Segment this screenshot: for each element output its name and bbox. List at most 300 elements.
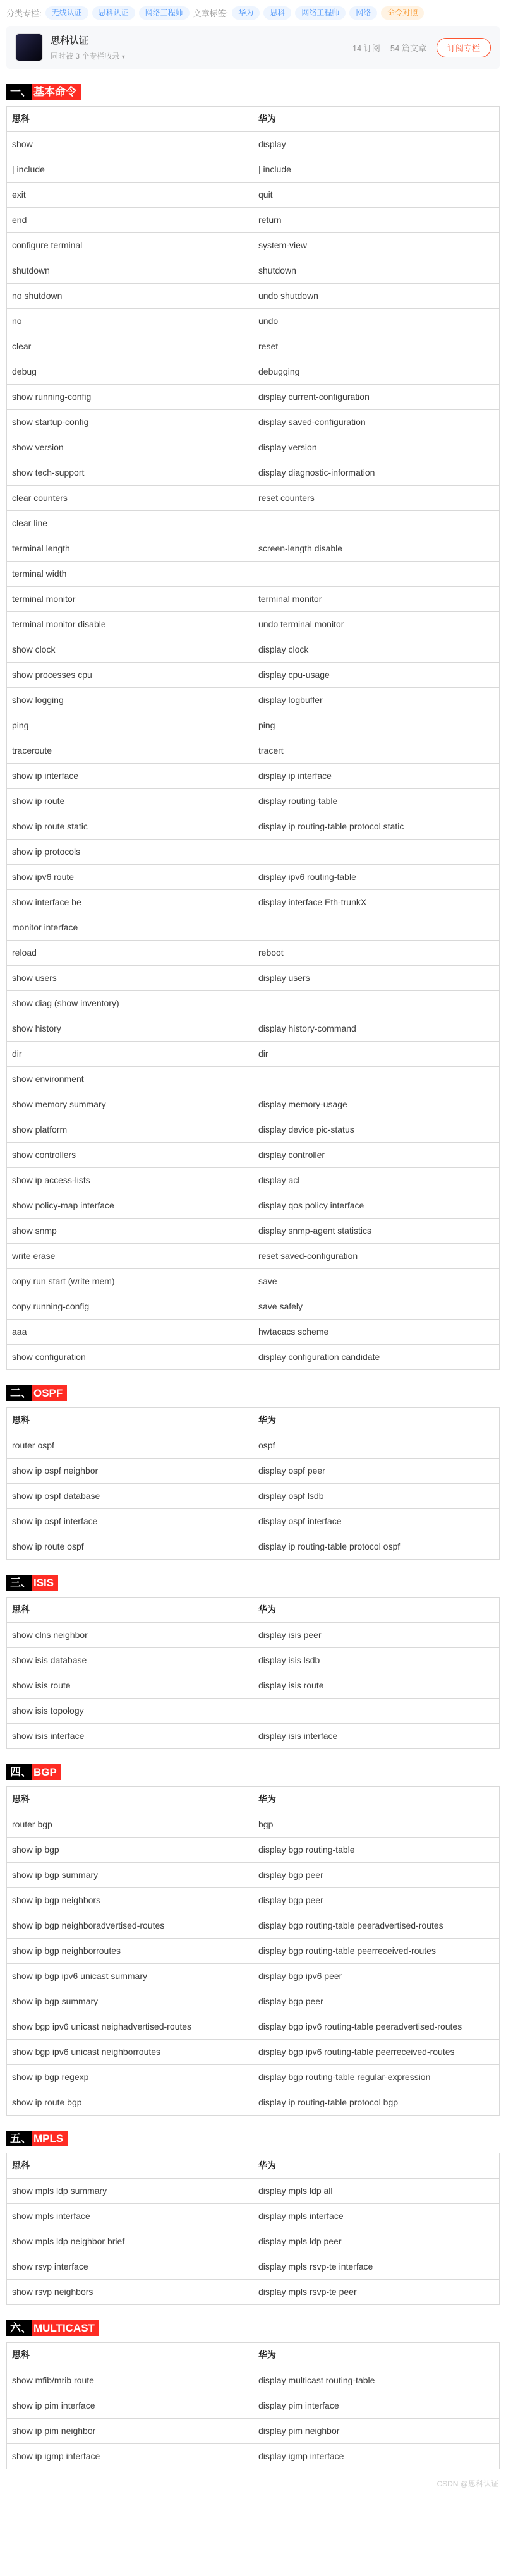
table-row xyxy=(7,1193,500,1219)
huawei-command-cell: reset counters xyxy=(253,486,500,511)
huawei-command-cell: display isis lsdb xyxy=(253,1648,500,1673)
huawei-command-cell: display bgp routing-table peerreceived-routes xyxy=(253,1939,500,1964)
cisco-command-cell: show rsvp neighbors xyxy=(7,2280,253,2305)
cisco-command-cell: show policy-map interface xyxy=(7,1193,253,1219)
cisco-command-cell: clear line xyxy=(7,511,253,536)
huawei-command-cell: undo xyxy=(253,309,500,334)
huawei-command-cell: display isis peer xyxy=(253,1623,500,1648)
huawei-command-cell: display mpls rsvp-te interface xyxy=(253,2254,500,2280)
table-row xyxy=(7,486,500,511)
table-row xyxy=(7,1838,500,1863)
table-row xyxy=(7,309,500,334)
cisco-command-cell: show ip bgp summary xyxy=(7,1863,253,1888)
huawei-command-cell: display mpls ldp all xyxy=(253,2179,500,2204)
section-number: 二、 xyxy=(6,1385,32,1401)
table-row xyxy=(7,637,500,663)
column-header: 思科 xyxy=(7,107,253,132)
huawei-command-cell: display ip routing-table protocol ospf xyxy=(253,1534,500,1560)
table-row xyxy=(7,183,500,208)
huawei-command-cell: display memory-usage xyxy=(253,1092,500,1117)
cisco-command-cell: show clns neighbor xyxy=(7,1623,253,1648)
table-row xyxy=(7,2040,500,2065)
cisco-command-cell: show snmp xyxy=(7,1219,253,1244)
huawei-command-cell: undo terminal monitor xyxy=(253,612,500,637)
author-card xyxy=(6,26,500,69)
table-row xyxy=(7,663,500,688)
huawei-command-cell: display ip routing-table protocol static xyxy=(253,814,500,840)
cisco-command-cell: show clock xyxy=(7,637,253,663)
cisco-command-cell: show ip route xyxy=(7,789,253,814)
huawei-command-cell: display snmp-agent statistics xyxy=(253,1219,500,1244)
huawei-command-cell: display bgp peer xyxy=(253,1888,500,1913)
command-table-4 xyxy=(6,1786,500,2116)
table-row xyxy=(7,814,500,840)
huawei-command-cell: ping xyxy=(253,713,500,738)
command-table-3 xyxy=(6,1597,500,1749)
column-header: 思科 xyxy=(7,2343,253,2368)
table-row xyxy=(7,1244,500,1269)
huawei-command-cell: display diagnostic-information xyxy=(253,460,500,486)
section-title: ISIS xyxy=(32,1575,58,1591)
table-row xyxy=(7,410,500,435)
table-row xyxy=(7,2368,500,2393)
subscribe-button[interactable]: 订阅专栏 xyxy=(437,38,491,57)
huawei-command-cell: display history-command xyxy=(253,1016,500,1042)
section-title: BGP xyxy=(32,1764,61,1780)
huawei-command-cell: display mpls interface xyxy=(253,2204,500,2229)
section-heading-4 xyxy=(6,1764,500,1780)
table-row xyxy=(7,258,500,284)
cisco-command-cell: router ospf xyxy=(7,1433,253,1459)
huawei-command-cell: display routing-table xyxy=(253,789,500,814)
section-title: OSPF xyxy=(32,1385,67,1401)
table-row xyxy=(7,688,500,713)
section-number: 四、 xyxy=(6,1764,32,1780)
table-row xyxy=(7,208,500,233)
table-row xyxy=(7,1433,500,1459)
huawei-command-cell: display ospf lsdb xyxy=(253,1484,500,1509)
section-heading-1 xyxy=(6,84,500,100)
cisco-command-cell: show ip bgp neighborroutes xyxy=(7,1939,253,1964)
huawei-command-cell: save xyxy=(253,1269,500,1294)
table-row xyxy=(7,2444,500,2469)
cisco-command-cell: show ipv6 route xyxy=(7,865,253,890)
table-row xyxy=(7,1459,500,1484)
cisco-command-cell: show ip route ospf xyxy=(7,1534,253,1560)
command-table-5 xyxy=(6,2153,500,2305)
cisco-command-cell: traceroute xyxy=(7,738,253,764)
cisco-command-cell: show configuration xyxy=(7,1345,253,1370)
huawei-command-cell: shutdown xyxy=(253,258,500,284)
table-row xyxy=(7,1863,500,1888)
huawei-command-cell xyxy=(253,915,500,941)
table-row xyxy=(7,1623,500,1648)
cisco-command-cell: clear xyxy=(7,334,253,359)
huawei-command-cell: display pim neighbor xyxy=(253,2419,500,2444)
huawei-command-cell: display ospf peer xyxy=(253,1459,500,1484)
category-pill[interactable]: 无线认证 xyxy=(45,6,88,20)
table-row xyxy=(7,612,500,637)
meta-bar xyxy=(6,6,500,20)
category-label: 分类专栏: xyxy=(6,9,42,18)
huawei-command-cell: display interface Eth-trunkX xyxy=(253,890,500,915)
huawei-command-cell: display configuration candidate xyxy=(253,1345,500,1370)
huawei-command-cell: debugging xyxy=(253,359,500,385)
table-row xyxy=(7,1888,500,1913)
watermark: CSDN @思科认证 xyxy=(437,2479,498,2488)
cisco-command-cell: show ip pim neighbor xyxy=(7,2419,253,2444)
section-title: 基本命令 xyxy=(32,84,81,100)
huawei-command-cell: screen-length disable xyxy=(253,536,500,562)
huawei-command-cell: reboot xyxy=(253,941,500,966)
huawei-command-cell: display bgp ipv6 routing-table peeradvertised-routes xyxy=(253,2014,500,2040)
table-row xyxy=(7,966,500,991)
column-header: 华为 xyxy=(253,1787,500,1812)
cisco-command-cell: show mpls ldp summary xyxy=(7,2179,253,2204)
table-row xyxy=(7,2229,500,2254)
collection-note-text: 同时被 3 个专栏收录 xyxy=(51,52,120,61)
huawei-command-cell: display multicast routing-table xyxy=(253,2368,500,2393)
table-row xyxy=(7,1724,500,1749)
huawei-command-cell: display bgp ipv6 routing-table peerreceived-routes xyxy=(253,2040,500,2065)
table-row xyxy=(7,1092,500,1117)
section-number: 五、 xyxy=(6,2131,32,2146)
table-row xyxy=(7,2393,500,2419)
huawei-command-cell: display bgp routing-table regular-expression xyxy=(253,2065,500,2090)
table-row xyxy=(7,890,500,915)
table-row xyxy=(7,1042,500,1067)
table-row xyxy=(7,536,500,562)
cisco-command-cell: show version xyxy=(7,435,253,460)
cisco-command-cell: aaa xyxy=(7,1320,253,1345)
table-row xyxy=(7,2280,500,2305)
cisco-command-cell: show isis route xyxy=(7,1673,253,1699)
table-row xyxy=(7,865,500,890)
section-heading-5 xyxy=(6,2131,500,2146)
huawei-command-cell: display bgp peer xyxy=(253,1863,500,1888)
cisco-command-cell: terminal length xyxy=(7,536,253,562)
table-row xyxy=(7,587,500,612)
huawei-command-cell: display bgp ipv6 peer xyxy=(253,1964,500,1989)
cisco-command-cell: copy running-config xyxy=(7,1294,253,1320)
column-header: 华为 xyxy=(253,2343,500,2368)
table-row xyxy=(7,1320,500,1345)
table-row xyxy=(7,1648,500,1673)
huawei-command-cell: hwtacacs scheme xyxy=(253,1320,500,1345)
column-header: 华为 xyxy=(253,1598,500,1623)
huawei-command-cell: save safely xyxy=(253,1294,500,1320)
tag-pill[interactable]: 思科 xyxy=(263,6,291,20)
huawei-command-cell: display controller xyxy=(253,1143,500,1168)
column-header: 华为 xyxy=(253,107,500,132)
cisco-command-cell: show ip ospf interface xyxy=(7,1509,253,1534)
table-row xyxy=(7,2204,500,2229)
section-heading-2 xyxy=(6,1385,500,1401)
cisco-command-cell: show platform xyxy=(7,1117,253,1143)
table-row xyxy=(7,991,500,1016)
cisco-command-cell: show xyxy=(7,132,253,157)
huawei-command-cell: display isis interface xyxy=(253,1724,500,1749)
huawei-command-cell: ospf xyxy=(253,1433,500,1459)
table-row xyxy=(7,1964,500,1989)
huawei-command-cell: system-view xyxy=(253,233,500,258)
cisco-command-cell: reload xyxy=(7,941,253,966)
cisco-command-cell: show startup-config xyxy=(7,410,253,435)
table-row xyxy=(7,1269,500,1294)
table-row xyxy=(7,713,500,738)
table-row xyxy=(7,2419,500,2444)
table-row xyxy=(7,789,500,814)
section-title: MPLS xyxy=(32,2131,68,2146)
table-row xyxy=(7,157,500,183)
table-row xyxy=(7,1168,500,1193)
table-row xyxy=(7,562,500,587)
huawei-command-cell: display acl xyxy=(253,1168,500,1193)
huawei-command-cell: display pim interface xyxy=(253,2393,500,2419)
cisco-command-cell: debug xyxy=(7,359,253,385)
huawei-command-cell: dir xyxy=(253,1042,500,1067)
table-row xyxy=(7,1345,500,1370)
cisco-command-cell: show diag (show inventory) xyxy=(7,991,253,1016)
cisco-command-cell: show ip bgp xyxy=(7,1838,253,1863)
table-row xyxy=(7,738,500,764)
huawei-command-cell: display version xyxy=(253,435,500,460)
command-table-6 xyxy=(6,2342,500,2469)
cisco-command-cell: show ip route static xyxy=(7,814,253,840)
table-header-row xyxy=(7,107,500,132)
cisco-command-cell: show ip ospf database xyxy=(7,1484,253,1509)
cisco-command-cell: copy run start (write mem) xyxy=(7,1269,253,1294)
author-name[interactable]: 思科认证 xyxy=(51,35,89,46)
table-row xyxy=(7,1534,500,1560)
cisco-command-cell: show interface be xyxy=(7,890,253,915)
cisco-command-cell: configure terminal xyxy=(7,233,253,258)
special-tag-pill[interactable]: 命令对照 xyxy=(381,6,424,20)
table-row xyxy=(7,1143,500,1168)
table-header-row xyxy=(7,2343,500,2368)
table-row xyxy=(7,1939,500,1964)
table-row xyxy=(7,915,500,941)
huawei-command-cell: display cpu-usage xyxy=(253,663,500,688)
table-row xyxy=(7,460,500,486)
tag-pill[interactable]: 华为 xyxy=(232,6,260,20)
cisco-command-cell: no xyxy=(7,309,253,334)
huawei-command-cell: display bgp routing-table xyxy=(253,1838,500,1863)
huawei-command-cell: display ipv6 routing-table xyxy=(253,865,500,890)
huawei-command-cell: display device pic-status xyxy=(253,1117,500,1143)
subscriber-count: 14 订阅 xyxy=(352,43,380,53)
cisco-command-cell: show memory summary xyxy=(7,1092,253,1117)
table-row xyxy=(7,1117,500,1143)
table-row xyxy=(7,132,500,157)
cisco-command-cell: show mpls ldp neighbor brief xyxy=(7,2229,253,2254)
table-row xyxy=(7,1913,500,1939)
section-number: 三、 xyxy=(6,1575,32,1591)
table-row xyxy=(7,2179,500,2204)
cisco-command-cell: show ip route bgp xyxy=(7,2090,253,2116)
cisco-command-cell: show ip pim interface xyxy=(7,2393,253,2419)
table-header-row xyxy=(7,1598,500,1623)
tag-pill[interactable]: 网络工程师 xyxy=(295,6,346,20)
huawei-command-cell: display users xyxy=(253,966,500,991)
table-row xyxy=(7,1067,500,1092)
huawei-command-cell: display logbuffer xyxy=(253,688,500,713)
collection-note[interactable] xyxy=(51,51,352,61)
huawei-command-cell: display current-configuration xyxy=(253,385,500,410)
cisco-command-cell: write erase xyxy=(7,1244,253,1269)
cisco-command-cell: end xyxy=(7,208,253,233)
cisco-command-cell: | include xyxy=(7,157,253,183)
cisco-command-cell: show bgp ipv6 unicast neighborroutes xyxy=(7,2040,253,2065)
cisco-command-cell: show mfib/mrib route xyxy=(7,2368,253,2393)
cisco-command-cell: show ip interface xyxy=(7,764,253,789)
section-title: MULTICAST xyxy=(32,2320,99,2336)
cisco-command-cell: show isis interface xyxy=(7,1724,253,1749)
cisco-command-cell: show ip bgp summary xyxy=(7,1989,253,2014)
cisco-command-cell: show ip bgp ipv6 unicast summary xyxy=(7,1964,253,1989)
table-row xyxy=(7,1699,500,1724)
huawei-command-cell: display bgp peer xyxy=(253,1989,500,2014)
cisco-command-cell: show ip ospf neighbor xyxy=(7,1459,253,1484)
huawei-command-cell: display mpls ldp peer xyxy=(253,2229,500,2254)
huawei-command-cell: display clock xyxy=(253,637,500,663)
huawei-command-cell xyxy=(253,1699,500,1724)
author-card-right xyxy=(352,38,491,57)
table-row xyxy=(7,385,500,410)
huawei-command-cell xyxy=(253,1067,500,1092)
cisco-command-cell: terminal width xyxy=(7,562,253,587)
table-header-row xyxy=(7,1787,500,1812)
table-row xyxy=(7,1016,500,1042)
cisco-command-cell: show ip igmp interface xyxy=(7,2444,253,2469)
table-row xyxy=(7,435,500,460)
cisco-command-cell: clear counters xyxy=(7,486,253,511)
command-table-1 xyxy=(6,106,500,1370)
cisco-command-cell: show ip protocols xyxy=(7,840,253,865)
huawei-command-cell: display qos policy interface xyxy=(253,1193,500,1219)
cisco-command-cell: ping xyxy=(7,713,253,738)
section-heading-3 xyxy=(6,1575,500,1591)
table-row xyxy=(7,2065,500,2090)
section-number: 一、 xyxy=(6,84,32,100)
huawei-command-cell: tracert xyxy=(253,738,500,764)
category-pill[interactable]: 思科认证 xyxy=(92,6,135,20)
huawei-command-cell: undo shutdown xyxy=(253,284,500,309)
table-row xyxy=(7,941,500,966)
column-header: 思科 xyxy=(7,1598,253,1623)
huawei-command-cell xyxy=(253,991,500,1016)
huawei-command-cell xyxy=(253,511,500,536)
cisco-command-cell: exit xyxy=(7,183,253,208)
section-heading-6 xyxy=(6,2320,500,2336)
table-row xyxy=(7,359,500,385)
cisco-command-cell: terminal monitor disable xyxy=(7,612,253,637)
cisco-command-cell: show controllers xyxy=(7,1143,253,1168)
table-row xyxy=(7,764,500,789)
huawei-command-cell: display ip interface xyxy=(253,764,500,789)
cisco-command-cell: show running-config xyxy=(7,385,253,410)
cisco-command-cell: show rsvp interface xyxy=(7,2254,253,2280)
cisco-command-cell: show isis topology xyxy=(7,1699,253,1724)
tag-label: 文章标签: xyxy=(193,9,229,18)
huawei-command-cell: terminal monitor xyxy=(253,587,500,612)
cisco-command-cell: show isis database xyxy=(7,1648,253,1673)
article-count: 54 篇文章 xyxy=(390,43,426,53)
table-row xyxy=(7,2254,500,2280)
huawei-command-cell: reset xyxy=(253,334,500,359)
column-header: 思科 xyxy=(7,2153,253,2179)
table-row xyxy=(7,334,500,359)
table-row xyxy=(7,1673,500,1699)
huawei-command-cell: quit xyxy=(253,183,500,208)
category-pill[interactable]: 网络工程师 xyxy=(139,6,190,20)
cisco-command-cell: show ip bgp neighboradvertised-routes xyxy=(7,1913,253,1939)
huawei-command-cell: | include xyxy=(253,157,500,183)
column-header: 思科 xyxy=(7,1408,253,1433)
column-header: 华为 xyxy=(253,2153,500,2179)
cisco-command-cell: terminal monitor xyxy=(7,587,253,612)
huawei-command-cell: display ip routing-table protocol bgp xyxy=(253,2090,500,2116)
table-row xyxy=(7,1294,500,1320)
cisco-command-cell: monitor interface xyxy=(7,915,253,941)
cisco-command-cell: dir xyxy=(7,1042,253,1067)
huawei-command-cell: display mpls rsvp-te peer xyxy=(253,2280,500,2305)
cisco-command-cell: show environment xyxy=(7,1067,253,1092)
huawei-command-cell: display igmp interface xyxy=(253,2444,500,2469)
cisco-command-cell: show ip access-lists xyxy=(7,1168,253,1193)
huawei-command-cell: display bgp routing-table peeradvertised-routes xyxy=(253,1913,500,1939)
cisco-command-cell: show history xyxy=(7,1016,253,1042)
command-table-2 xyxy=(6,1407,500,1560)
cisco-command-cell: show processes cpu xyxy=(7,663,253,688)
table-header-row xyxy=(7,1408,500,1433)
table-header-row xyxy=(7,2153,500,2179)
table-row xyxy=(7,511,500,536)
table-row xyxy=(7,2090,500,2116)
table-row xyxy=(7,284,500,309)
cisco-command-cell: shutdown xyxy=(7,258,253,284)
article-body xyxy=(6,84,500,2469)
cisco-command-cell: show ip bgp regexp xyxy=(7,2065,253,2090)
cisco-command-cell: show tech-support xyxy=(7,460,253,486)
table-row xyxy=(7,2014,500,2040)
tag-pill[interactable]: 网络 xyxy=(349,6,377,20)
cisco-command-cell: show logging xyxy=(7,688,253,713)
huawei-command-cell: display isis route xyxy=(253,1673,500,1699)
column-header: 华为 xyxy=(253,1408,500,1433)
table-row xyxy=(7,233,500,258)
huawei-command-cell: display xyxy=(253,132,500,157)
cisco-command-cell: show users xyxy=(7,966,253,991)
huawei-command-cell: bgp xyxy=(253,1812,500,1838)
table-row xyxy=(7,1484,500,1509)
author-info xyxy=(51,33,352,61)
table-row xyxy=(7,1989,500,2014)
huawei-command-cell: reset saved-configuration xyxy=(253,1244,500,1269)
table-row xyxy=(7,1812,500,1838)
table-row xyxy=(7,1509,500,1534)
huawei-command-cell: display saved-configuration xyxy=(253,410,500,435)
cisco-command-cell: show ip bgp neighbors xyxy=(7,1888,253,1913)
huawei-command-cell xyxy=(253,840,500,865)
chevron-down-icon: ▾ xyxy=(121,54,125,61)
section-number: 六、 xyxy=(6,2320,32,2336)
cisco-command-cell: show bgp ipv6 unicast neighadvertised-routes xyxy=(7,2014,253,2040)
huawei-command-cell: display ospf interface xyxy=(253,1509,500,1534)
huawei-command-cell xyxy=(253,562,500,587)
huawei-command-cell: return xyxy=(253,208,500,233)
author-avatar[interactable] xyxy=(15,33,43,61)
